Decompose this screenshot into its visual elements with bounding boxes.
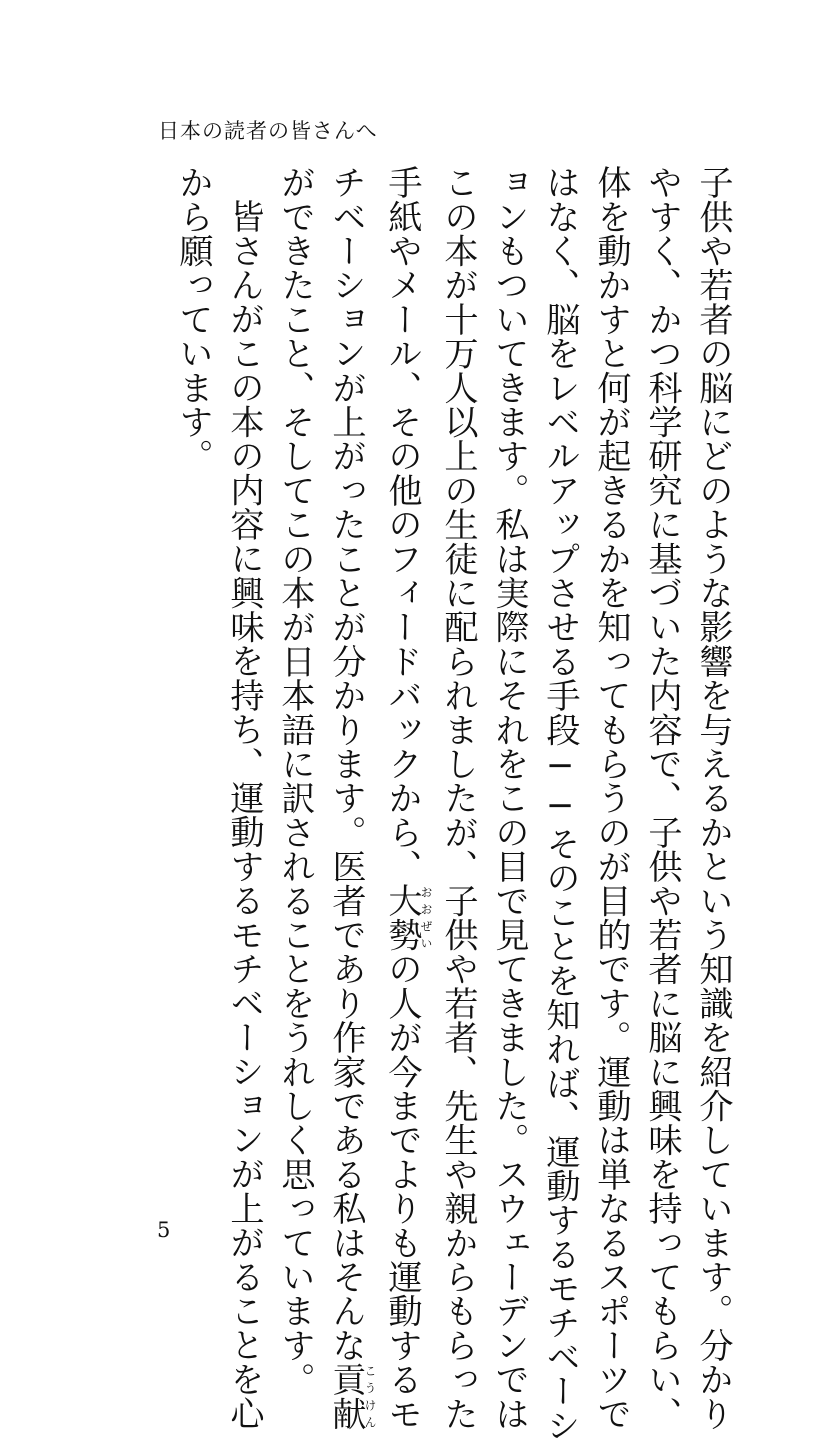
paragraph (167, 165, 269, 1431)
ruby-reading: おおぜい (419, 883, 433, 952)
text-line: ョンもついてきます。私は実際にそれをこの目で見てきました。スウェーデンでは (489, 165, 529, 1431)
text-line: 体を動かすと何が起きるかを知ってもらうのが目的です。運動は単なるスポーツで (591, 165, 631, 1431)
text-line: 皆さんがこの本の内容に興味を持ち、運動するモチベーションが上がることを心 (224, 199, 264, 1431)
page-number: 5 (157, 1218, 171, 1242)
paragraph (269, 165, 738, 1442)
ruby-annotation: 貢献こうけん (326, 1362, 377, 1431)
text-line: から願っています。 (173, 165, 213, 473)
text-line: やすく、かつ科学研究に基づいた内容で、子供や若者に脳に興味を持ってもらい、 (642, 165, 682, 1431)
text-line: この本が十万人以上の生徒に配られましたが、子供や若者、先生や親からもらった (438, 165, 478, 1431)
text-line: はなく、脳をレベルアップさせる手段──そのことを知れば、運動するモチベーシ (540, 165, 580, 1442)
body-text (118, 165, 738, 1442)
running-heading: 日本の読者の皆さんへ (158, 119, 378, 143)
text-line: チベーションが上がったことが分かります。医者であり作家である私はそんな貢献こうけん (326, 165, 377, 1431)
ruby-reading: こうけん (363, 1362, 377, 1431)
text-line: ができたこと、そしてこの本が日本語に訳されることをうれしく思っています。 (275, 165, 315, 1397)
ruby-annotation: 大勢おおぜい (382, 883, 433, 952)
text-line: 手紙やメール、その他のフィードバックから、大勢おおぜいの人が今までよりも運動するモ (382, 165, 433, 1431)
text-line: 子供や若者の脳にどのような影響を与えるかという知識を紹介しています。分かり (693, 165, 733, 1431)
